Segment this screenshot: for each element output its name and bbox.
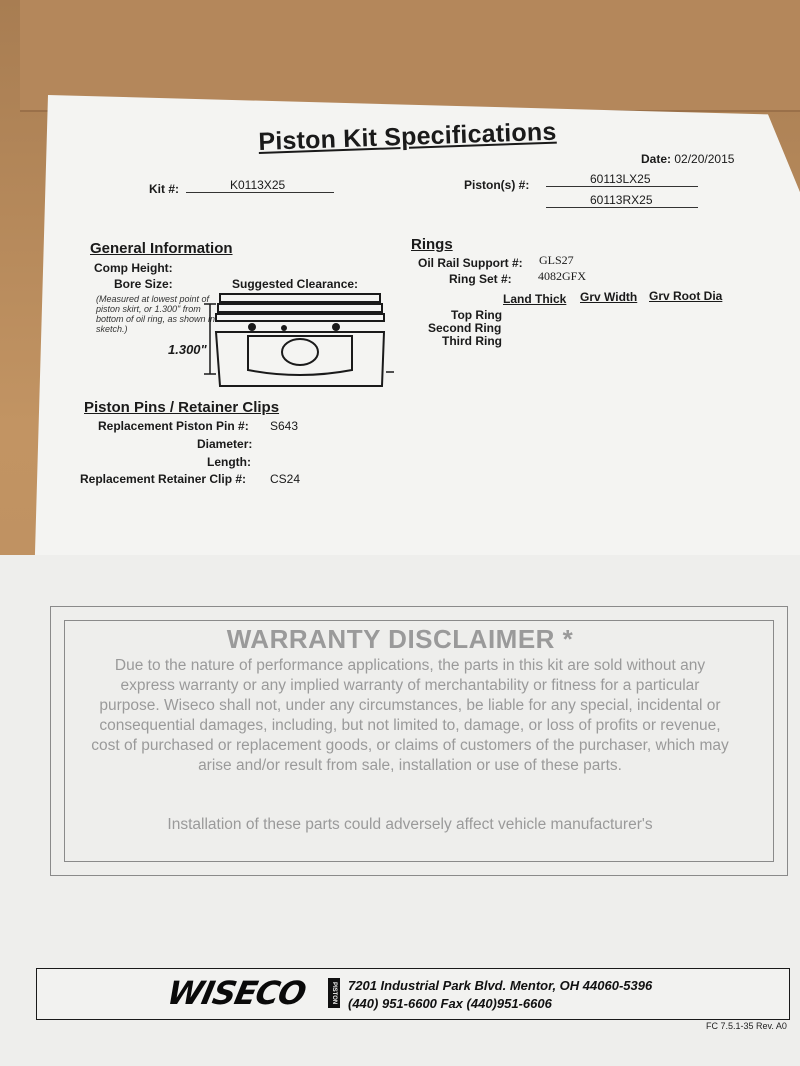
kit-label: Kit #: bbox=[149, 182, 179, 196]
piston-value-2: 60113RX25 bbox=[546, 193, 698, 208]
clearance-note: (Measured at lowest point of piston skirt, or 1.300" from bottom of oil ring, as shown in sketch.) bbox=[96, 294, 216, 334]
clip-label: Replacement Retainer Clip #: bbox=[80, 472, 247, 486]
row-second-ring: Second Ring bbox=[428, 321, 502, 335]
address-line: 7201 Industrial Park Blvd. Mentor, OH 44060-5396 bbox=[348, 978, 653, 993]
page-title: Piston Kit Specifications bbox=[258, 117, 557, 156]
phone-line: (440) 951-6600 Fax (440)951-6606 bbox=[348, 996, 552, 1011]
pistons-label: Piston(s) #: bbox=[464, 178, 530, 192]
footer-address bbox=[348, 977, 652, 1013]
row-top-ring: Top Ring bbox=[451, 308, 503, 322]
clip-value: CS24 bbox=[270, 472, 301, 486]
bore-size-label: Bore Size: bbox=[114, 277, 173, 291]
date-value: 02/20/2015 bbox=[674, 152, 735, 166]
length-label: Length: bbox=[207, 455, 251, 469]
logo-tag: PISTON bbox=[328, 978, 340, 1008]
pins-heading: Piston Pins / Retainer Clips bbox=[84, 399, 280, 416]
col-grv-root-dia: Grv Root Dia bbox=[649, 289, 723, 303]
warranty-install-note: Installation of these parts could adversely affect vehicle manufacturer's bbox=[167, 816, 653, 833]
suggested-clearance-label: Suggested Clearance: bbox=[232, 277, 359, 291]
piston-sketch bbox=[160, 290, 400, 390]
col-land-thick: Land Thick bbox=[503, 292, 567, 306]
pin-value: S643 bbox=[270, 419, 299, 433]
general-info-heading: General Information bbox=[90, 240, 233, 257]
comp-height-label: Comp Height: bbox=[94, 261, 173, 275]
row-third-ring: Third Ring bbox=[442, 334, 502, 348]
date-label: Date: bbox=[641, 152, 672, 166]
date-field bbox=[641, 152, 734, 166]
pin-label: Replacement Piston Pin #: bbox=[98, 419, 249, 433]
ring-set-value: 4082GFX bbox=[538, 269, 587, 283]
wiseco-logo: WISECO bbox=[163, 974, 309, 1012]
col-grv-width: Grv Width bbox=[580, 290, 638, 304]
ring-set-label: Ring Set #: bbox=[449, 272, 512, 286]
warranty-title: WARRANTY DISCLAIMER * bbox=[226, 624, 574, 654]
oil-rail-label: Oil Rail Support #: bbox=[418, 256, 523, 270]
sketch-dimension: 1.300" bbox=[168, 342, 207, 357]
box-flap bbox=[20, 0, 800, 112]
oil-rail-value: GLS27 bbox=[539, 253, 574, 267]
revision-code: FC 7.5.1-35 Rev. A0 bbox=[706, 1021, 787, 1031]
kit-value: K0113X25 bbox=[186, 178, 334, 193]
piston-value-1: 60113LX25 bbox=[546, 172, 698, 187]
rings-heading: Rings bbox=[411, 236, 453, 253]
warranty-body: Due to the nature of performance applications, the parts in this kit are sold without any express warranty or any implied warranty of merchantability or fitness for a particular purpose. Wiseco shall not, under any circumstances, be liable for any special, incidental or consequential damages, including, but not limited to, damage, or loss of profits or revenue, cost of purchased or replacement goods, or claims of customers of the purchaser, which may arise and/or result from sale, installation or use of these parts. bbox=[91, 657, 729, 774]
diameter-label: Diameter: bbox=[197, 437, 253, 451]
